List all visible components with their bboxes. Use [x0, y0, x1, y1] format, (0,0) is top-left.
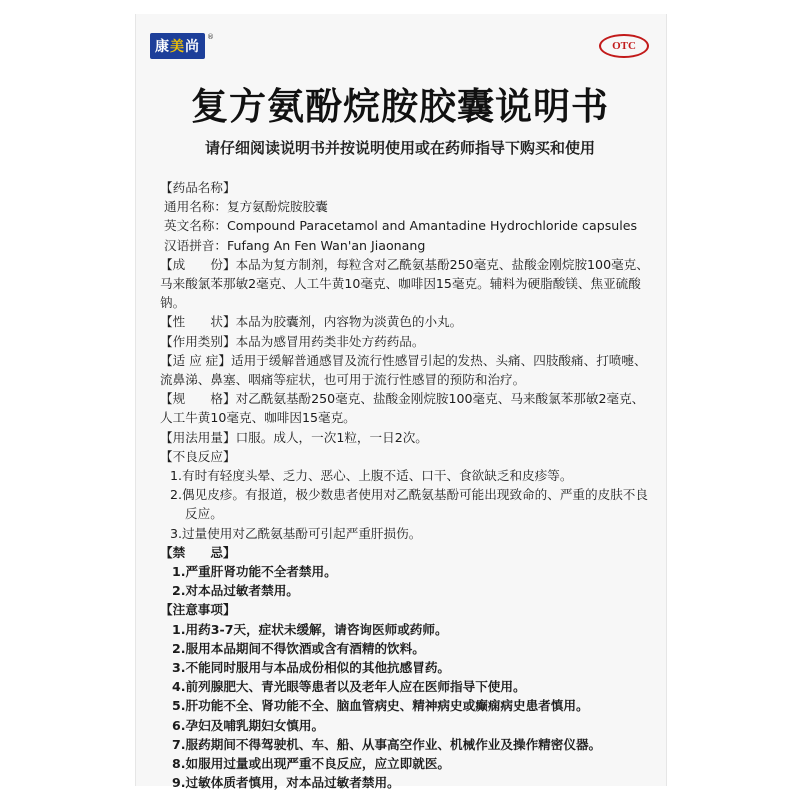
precaution-item: 5.肝功能不全、肾功能不全、脑血管病史、精神病史或癫痫病史患者慎用。 — [172, 698, 589, 714]
adverse-item: 1.有时有轻度头晕、乏力、恶心、上腹不适、口干、食欲缺乏和皮疹等。 — [170, 468, 573, 484]
section-indications — [160, 351, 655, 389]
brand-logo — [150, 33, 214, 59]
precaution-item: 8.如服用过量或出现严重不良反应，应立即就医。 — [172, 756, 451, 772]
section-specification — [160, 389, 655, 427]
section-header: 【性 状】 — [160, 314, 236, 330]
logo-mark: 康美尚 — [150, 33, 205, 59]
section-text: 对乙酰氨基酚250毫克、盐酸金刚烷胺100毫克、马来酸氯苯那敏2毫克、人工牛黄10毫克、咖啡因15毫克。 — [160, 391, 645, 426]
contraindication-item: 2.对本品过敏者禁用。 — [172, 583, 299, 599]
generic-name: 通用名称：复方氨酚烷胺胶囊 — [164, 199, 328, 215]
section-header: 【适 应 症】 — [160, 352, 231, 368]
section-header-contraindications: 【禁 忌】 — [160, 544, 236, 560]
leaflet-content — [160, 178, 655, 793]
section-header-precautions: 【注意事项】 — [160, 602, 236, 618]
adverse-item: 2.偶见皮疹。有报道，极少数患者使用对乙酰氨基酚可能出现致命的、严重的皮肤不良反应。 — [170, 487, 648, 522]
section-dosage — [160, 428, 655, 447]
section-appearance — [160, 312, 655, 331]
precaution-item: 6.孕妇及哺乳期妇女慎用。 — [172, 717, 325, 733]
page-title: 复方氨酚烷胺胶囊说明书 — [191, 85, 609, 128]
precaution-item: 1.用药3-7天，症状未缓解，请咨询医师或药师。 — [172, 621, 448, 637]
english-name: 英文名称：Compound Paracetamol and Amantadine Hydrochloride capsules — [164, 218, 638, 234]
section-composition — [160, 255, 655, 313]
section-header: 【作用类别】 — [160, 333, 236, 349]
section-header: 【规 格】 — [160, 391, 236, 407]
section-category — [160, 332, 655, 351]
section-text: 本品为胶囊剂，内容物为淡黄色的小丸。 — [235, 314, 463, 330]
section-text: 本品为感冒用药类非处方药药品。 — [235, 333, 425, 349]
precaution-item: 3.不能同时服用与本品成份相似的其他抗感冒药。 — [172, 660, 451, 676]
section-header-drug-name: 【药品名称】 — [160, 180, 236, 195]
pinyin-name: 汉语拼音：Fufang An Fen Wan'an Jiaonang — [164, 237, 426, 253]
otc-badge: OTC — [599, 34, 649, 58]
registered-mark: ® — [207, 33, 214, 41]
section-text: 口服。成人，一次1粒，一日2次。 — [235, 429, 428, 445]
precaution-item: 7.服药期间不得驾驶机、车、船、从事高空作业、机械作业及操作精密仪器。 — [172, 736, 602, 752]
adverse-item: 3.过量使用对乙酰氨基酚可引起严重肝损伤。 — [170, 525, 422, 541]
section-text: 适用于缓解普通感冒及流行性感冒引起的发热、头痛、四肢酸痛、打喷嚏、流鼻涕、鼻塞、咽痛等症状，也可用于流行性感冒的预防和治疗。 — [160, 352, 647, 388]
page-subtitle: 请仔细阅读说明书并按说明使用或在药师指导下购买和使用 — [204, 139, 595, 157]
section-text: 本品为复方制剂，每粒含对乙酰氨基酚250毫克、盐酸金刚烷胺100毫克、马来酸氯苯那敏2毫克、人工牛黄10毫克、咖啡因15毫克。辅料为硬脂酸镁、焦亚硫酸钠。 — [160, 256, 649, 311]
precaution-item: 9.过敏体质者慎用，对本品过敏者禁用。 — [172, 775, 400, 791]
contraindication-item: 1.严重肝肾功能不全者禁用。 — [172, 564, 337, 580]
precaution-item: 4.前列腺肥大、青光眼等患者以及老年人应在医师指导下使用。 — [172, 679, 526, 695]
section-header: 【成 份】 — [160, 256, 236, 272]
precaution-item: 2.服用本品期间不得饮酒或含有酒精的饮料。 — [172, 640, 425, 656]
section-header-adverse: 【不良反应】 — [160, 448, 236, 464]
section-header: 【用法用量】 — [160, 429, 236, 445]
